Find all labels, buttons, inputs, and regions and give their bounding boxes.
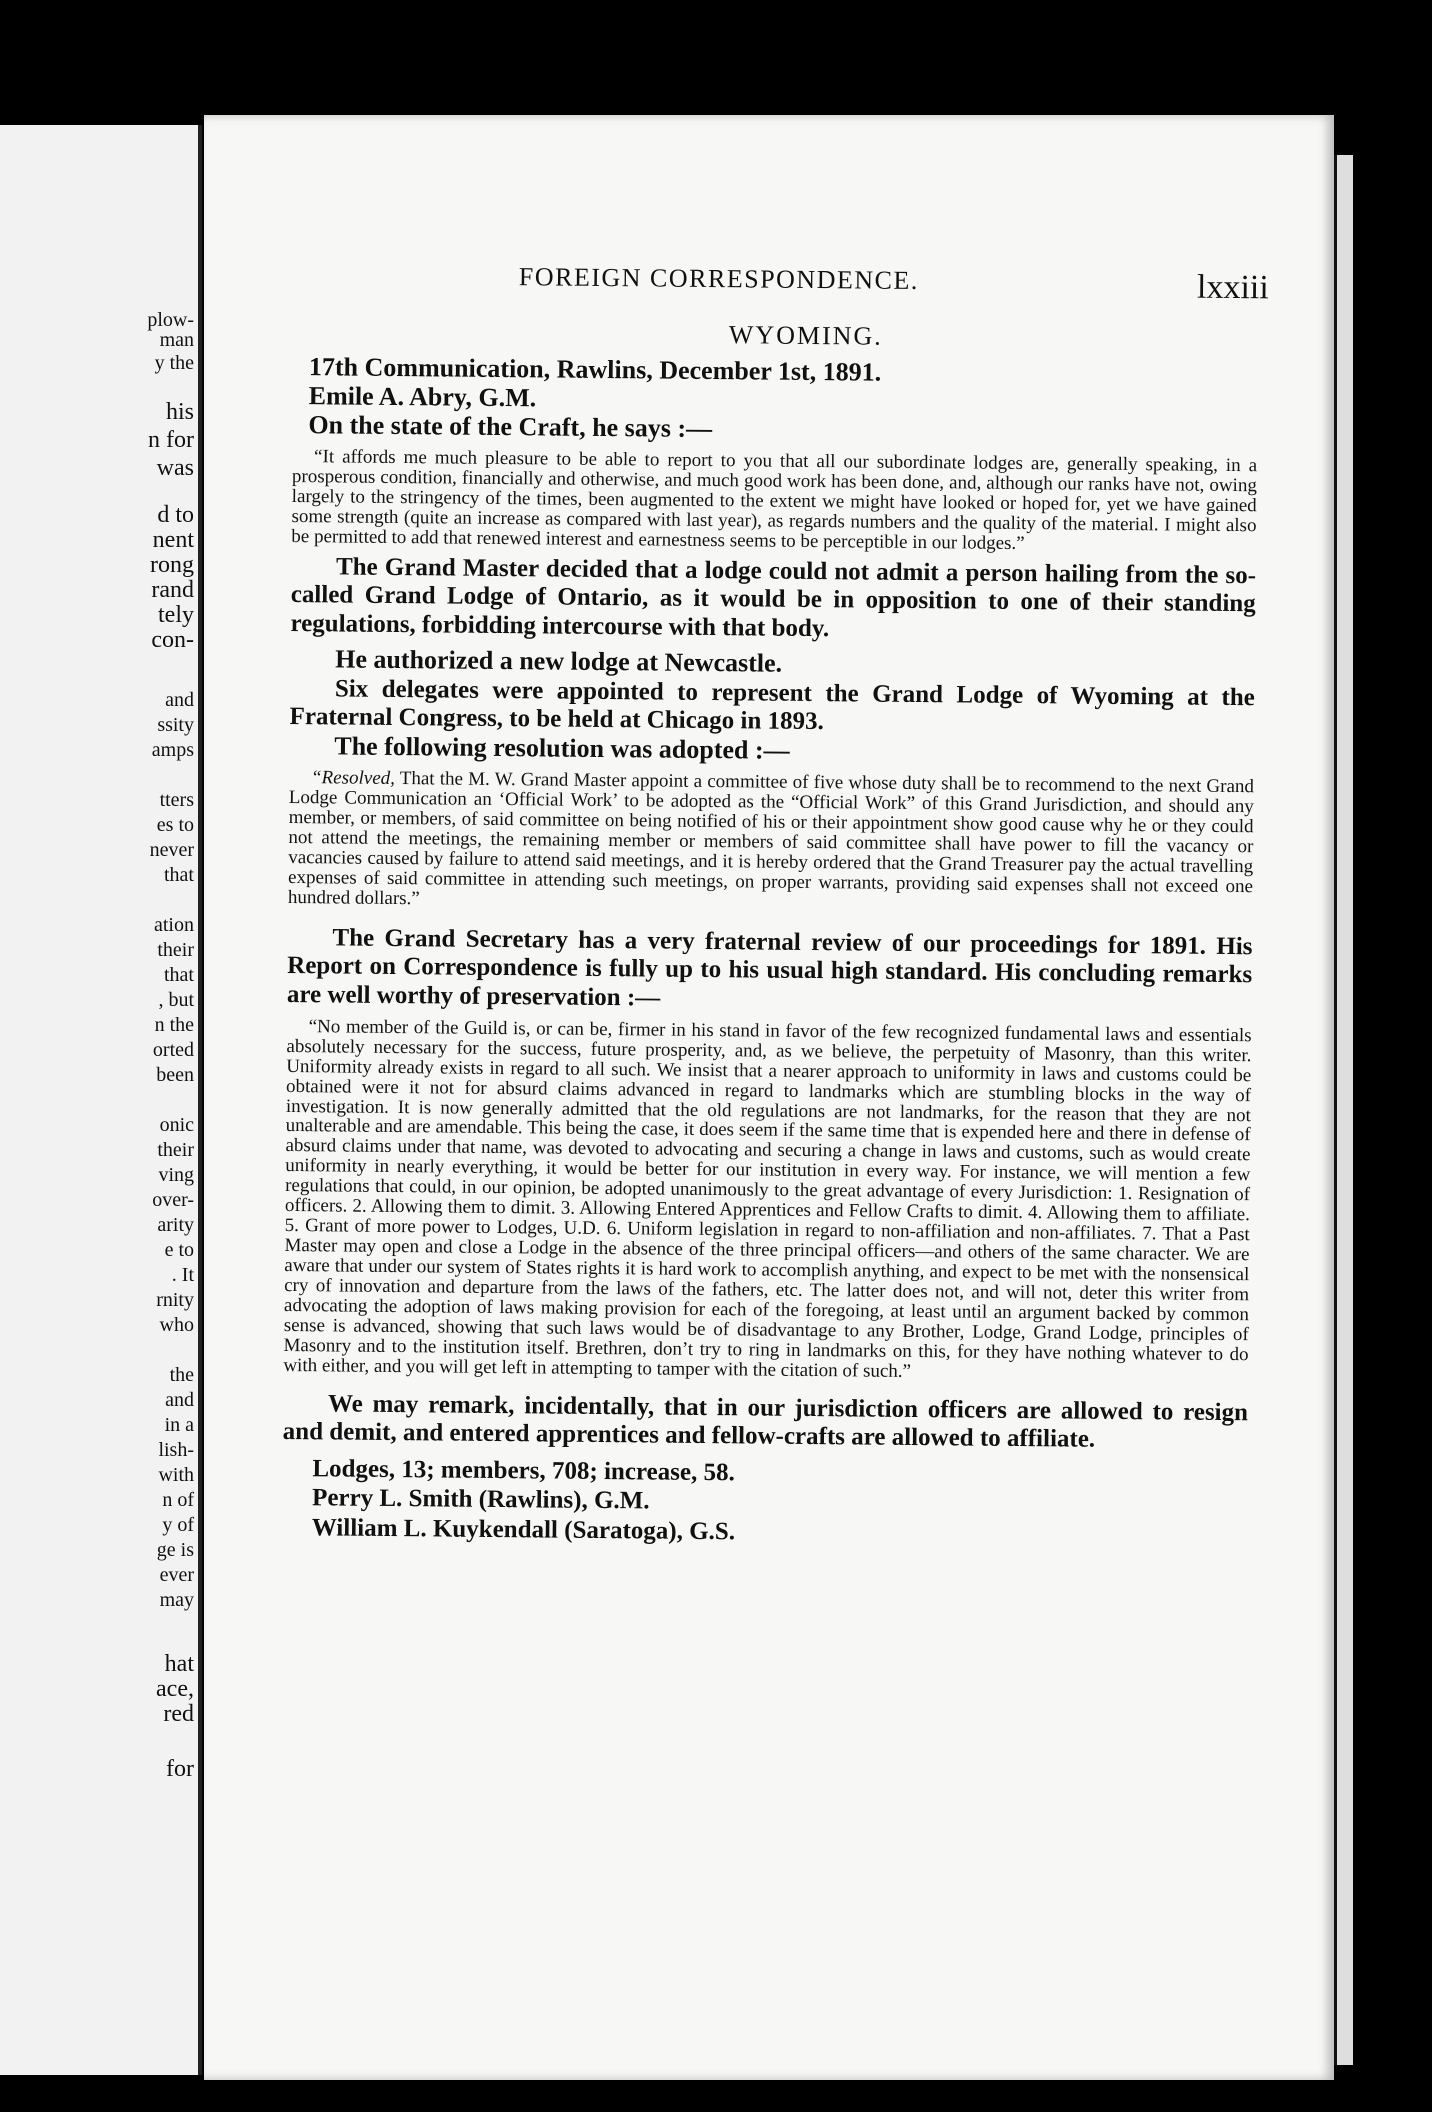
left-page-fragment: over- (152, 1189, 194, 1211)
left-page-fragment: tters (159, 789, 194, 811)
left-page-fragment: in a (164, 1414, 194, 1436)
left-page-fragment: amps (151, 739, 194, 761)
left-page-fragment: nent (152, 527, 194, 553)
left-page-fragment: may (159, 1589, 194, 1611)
left-page-fragment: ever (159, 1564, 194, 1586)
left-page-fragment: , but (158, 989, 194, 1011)
grand-master-line: Emile A. Abry, G.M. (308, 381, 537, 413)
left-page-fragment: the (169, 1364, 194, 1386)
new-grand-master: Perry L. Smith (Rawlins), G.M. (311, 1484, 650, 1515)
left-page-fragment: been (156, 1064, 194, 1086)
page-content (282, 260, 1269, 1551)
quote-state-of-craft: “It affords me much pleasure to be able to report to you that all our subordinate lodges are, generally speaking, in a prosperous condition, financially and otherwise, and much good work has been done, and, although our ranks have not, owing largely to the stringency of the times, been augmented to the extent we might have looked or hoped for, yet we have gained some strength (quite an increase as compared with last year), as regards numbers and the quality of the material. I might also be permitted to add that renewed interest and earnestness seems to be perceptible in our lodges.” (291, 446, 1258, 555)
left-page-fragment: con- (151, 627, 194, 653)
left-page-fragment: tely (158, 602, 194, 628)
running-head (293, 260, 1269, 325)
left-page-fragment: y of (162, 1514, 194, 1536)
quote-resolution: “Resolved, That the M. W. Grand Master appoint a committee of five whose duty shall be to recommend to the next Grand Lodge Communication an ‘Official Work’ to be adopted as the “Official Work” of this Grand Jurisdiction, and should any member, or members, of said committee on being notified of his or their appointment show good cause why he or they could not attend the meetings, the remaining member or members of said committee shall have power to fill the vacancy or vacancies caused by failure to attend said meetings, and it is hereby ordered that the Grand Treasurer pay the actual travelling expenses of said committee in attending such meetings, on proper warrants, providing said expenses shall not exceed one hundred dollars.” (287, 767, 1255, 910)
left-page-fragment: n for (148, 427, 194, 453)
statistics-block (312, 1454, 1248, 1551)
new-grand-secretary: William L. Kuykendall (Saratoga), G.S. (311, 1513, 736, 1545)
left-page-fragment: n the (154, 1014, 194, 1036)
line-newcastle: He authorized a new lodge at Newcastle. (335, 644, 783, 678)
quote-concluding-remarks: “No member of the Guild is, or can be, firmer in his stand in favor of the few recognized fundamental laws and essentials absolutely necessary for the success, future prosperity, and, as we believe, the perpetuity of Masonry, than this writer. Uniformity already exists in regard to all such. We insist that a nearer approach to uniformity in laws and customs could be obtained were it not for absurd claims advanced in regard to landmarks which are stumbling blocks in the way of investigation. It is now generally admitted that the old regulations are not landmarks, for the reason that they are not unalterable and are amendable. This being the case, it does seem if the same time that is expended here and there in defense of absurd claims under that name, was devoted to advocating and securing a change in laws and customs, such as would create uniformity in nearly everything, it would be better for our institution in every way. For instance, we will mention a few regulations that could, in our opinion, be adopted unanimously to the great advantage of every Jurisdiction: 1. Resignation of officers. 2. Allowing them to dimit. 3. Allowing Entered Apprentices and Fellow Crafts to dimit. 4. Allowing them to affiliate. 5. Grant of more power to Lodges, U.D. 6. Uniform legislation in regard to non-affiliation and non-affiliates. 7. That a Past Master may open and close a Lodge in the absence of the three principal officers—and others of the same character. We are aware that under our system of States rights it is hard work to accomplish anything, and expect to be met with the nonsensical cry of innovation and departure from the laws of the fathers, etc. The latter does not, and will not, deter this writer from advocating the adoption of laws making provision for each of the foregoing, at least until an argument backed by common sense is advanced, showing that such laws would be of disadvantage to any Brother, Lodge, Grand Lodge, principles of Masonry and to the institution itself. Brethren, don’t try to ring in landmarks on this, for they have nothing whatever to do with either, and you will get left in attempting to tamper with the citation of such.” (283, 1015, 1252, 1382)
left-page-fragment: rong (150, 552, 194, 578)
left-page-fragment: their (157, 1139, 194, 1161)
left-page-fragment: arity (157, 1214, 194, 1236)
left-page-fragment: for (166, 1756, 194, 1782)
paragraph-delegates: Six delegates were appointed to represent the Grand Lodge of Wyoming at the Fraternal Congress, to be held at Chicago in 1893. (289, 675, 1255, 736)
left-page-fragment: ge is (156, 1539, 194, 1561)
left-page-fragment: plow- (147, 309, 194, 331)
left-page-fragment: with (158, 1464, 194, 1486)
left-page-fragment: was (156, 455, 194, 481)
left-page-fragment: red (163, 1701, 194, 1727)
section-heading: WYOMING. (728, 320, 883, 351)
left-page-fragment: their (157, 939, 194, 961)
left-page-fragment: . It (171, 1264, 194, 1286)
left-page-fragment: y the (154, 352, 194, 374)
left-page-fragment: es to (156, 814, 194, 836)
resolved-word: “Resolved, (310, 767, 396, 790)
left-page-fragment: e to (164, 1239, 194, 1261)
book-page (204, 115, 1334, 2080)
left-page-fragment: ssity (157, 714, 194, 736)
left-page-fragment: rand (151, 577, 194, 603)
left-page-fragment: who (159, 1314, 194, 1336)
communication-line: 17th Communication, Rawlins, December 1st, 1891. (308, 352, 882, 387)
left-page-fragment: lish- (158, 1439, 194, 1461)
left-page-fragment: his (165, 399, 194, 425)
left-page-fragment: and (165, 689, 194, 711)
left-page-fragment: that (164, 964, 194, 986)
left-page-fragment: and (165, 1389, 194, 1411)
lodge-statistics: Lodges, 13; members, 708; increase, 58. (312, 1455, 735, 1487)
left-page-fragment: man (159, 329, 194, 351)
left-page-fragment: d to (157, 502, 194, 528)
left-page-fragment: never (149, 839, 194, 861)
left-page-fragment: orted (152, 1039, 194, 1061)
intro-line: On the state of the Craft, he says :— (308, 410, 713, 444)
paragraph-decision: The Grand Master decided that a lodge could not admit a person hailing from the so-called Grand Lodge of Ontario, as it would be in opposition to one of their standing regulations, forbidding intercourse with that body. (290, 553, 1257, 642)
page-number: lxxiii (1196, 268, 1269, 307)
paragraph-secretary: The Grand Secretary has a very fraternal review of our proceedings for 1891. His Report on Correspondence is fully up to his usual high standard. His concluding remarks are well worthy of preservation :— (286, 924, 1253, 1012)
left-page-fragment: rnity (156, 1289, 194, 1311)
left-page-fragment: hat (164, 1651, 194, 1677)
left-page-fragment: onic (159, 1114, 194, 1136)
paragraph-remark: We may remark, incidentally, that in our jurisdiction officers are allowed to resign and demit, and entered apprentices and fellow-crafts are allowed to affiliate. (282, 1390, 1249, 1453)
left-page-fragment: ation (154, 914, 194, 936)
page-edge (1334, 155, 1353, 2065)
left-page-fragment: that (164, 864, 194, 886)
running-title: FOREIGN CORRESPONDENCE. (518, 262, 919, 295)
left-page-fragment: n of (162, 1489, 194, 1511)
left-page-margin (0, 125, 202, 2075)
line-resolution: The following resolution was adopted :— (334, 731, 790, 766)
left-page-fragment: ving (158, 1164, 194, 1186)
left-page-fragment: ace, (156, 1676, 194, 1702)
